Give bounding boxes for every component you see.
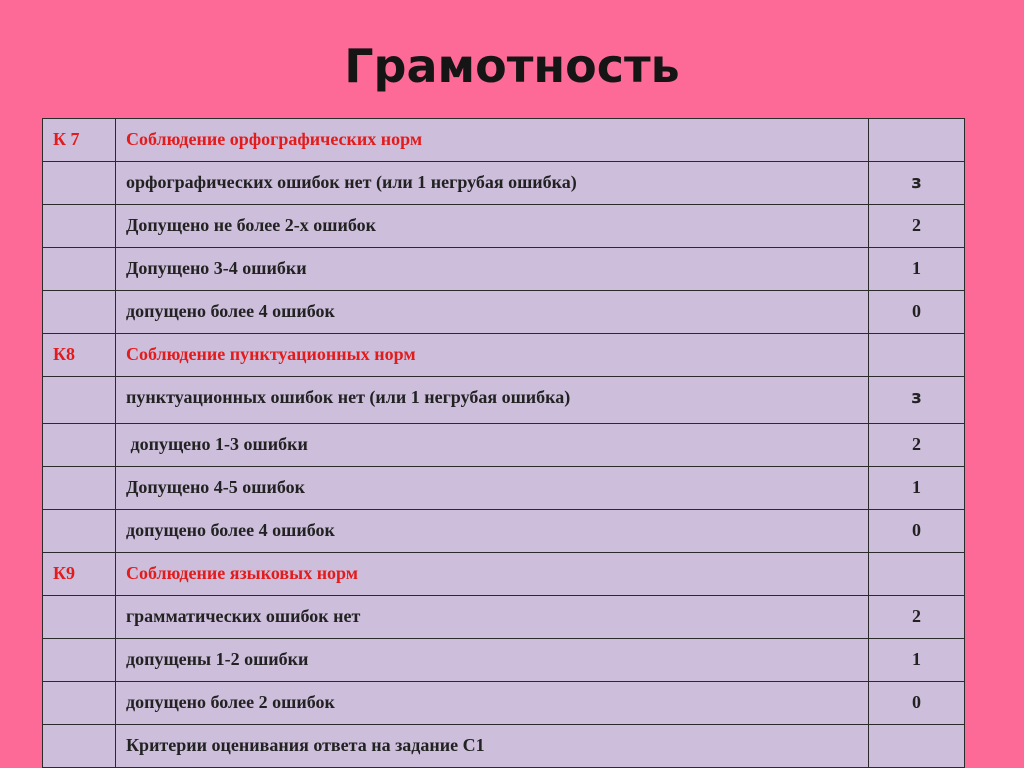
criterion-title: Соблюдение языковых норм <box>116 553 869 596</box>
score-cell: 0 <box>869 291 965 334</box>
criterion-code <box>43 291 116 334</box>
criterion-title: Соблюдение орфографических норм <box>116 119 869 162</box>
table-caption: Критерии оценивания ответа на задание С1 <box>116 725 869 768</box>
criterion-code <box>43 205 116 248</box>
criterion-description: пунктуационных ошибок нет (или 1 негрубая ошибка) <box>116 377 869 424</box>
table-row <box>43 205 965 248</box>
score-cell: з <box>869 162 965 205</box>
criterion-description: орфографических ошибок нет (или 1 негрубая ошибка) <box>116 162 869 205</box>
criterion-code <box>43 510 116 553</box>
score-cell <box>869 725 965 768</box>
criteria-table <box>42 118 965 768</box>
score-cell <box>869 334 965 377</box>
table-row <box>43 119 965 162</box>
table-row <box>43 553 965 596</box>
criterion-code: К8 <box>43 334 116 377</box>
criterion-code <box>43 682 116 725</box>
table-row <box>43 248 965 291</box>
table-row <box>43 596 965 639</box>
score-cell: з <box>869 377 965 424</box>
score-cell: 2 <box>869 205 965 248</box>
table-row <box>43 510 965 553</box>
score-cell: 2 <box>869 424 965 467</box>
page-title: Грамотность <box>344 39 680 93</box>
criterion-description: Допущено не более 2-х ошибок <box>116 205 869 248</box>
table-row <box>43 377 965 424</box>
table-row <box>43 424 965 467</box>
criterion-description: грамматических ошибок нет <box>116 596 869 639</box>
score-cell: 0 <box>869 510 965 553</box>
table-row <box>43 334 965 377</box>
criterion-description: допущены 1-2 ошибки <box>116 639 869 682</box>
table-row <box>43 291 965 334</box>
criterion-description: допущено более 4 ошибок <box>116 510 869 553</box>
criterion-description: допущено более 4 ошибок <box>116 291 869 334</box>
score-cell: 1 <box>869 639 965 682</box>
criterion-title: Соблюдение пунктуационных норм <box>116 334 869 377</box>
criterion-code <box>43 248 116 291</box>
criterion-code <box>43 467 116 510</box>
score-cell: 1 <box>869 467 965 510</box>
score-cell: 0 <box>869 682 965 725</box>
table-row <box>43 639 965 682</box>
table-row <box>43 162 965 205</box>
criterion-code <box>43 424 116 467</box>
score-cell <box>869 553 965 596</box>
table-row <box>43 682 965 725</box>
criterion-code <box>43 162 116 205</box>
criterion-description: Допущено 4-5 ошибок <box>116 467 869 510</box>
criterion-code <box>43 639 116 682</box>
criterion-description: допущено 1-3 ошибки <box>116 424 869 467</box>
score-cell <box>869 119 965 162</box>
criterion-description: Допущено 3-4 ошибки <box>116 248 869 291</box>
criterion-description: допущено более 2 ошибок <box>116 682 869 725</box>
score-cell: 2 <box>869 596 965 639</box>
criterion-code <box>43 596 116 639</box>
table-row <box>43 725 965 768</box>
criterion-code: К 7 <box>43 119 116 162</box>
criterion-code: К9 <box>43 553 116 596</box>
criterion-code <box>43 377 116 424</box>
score-cell: 1 <box>869 248 965 291</box>
table-row <box>43 467 965 510</box>
criterion-code <box>43 725 116 768</box>
